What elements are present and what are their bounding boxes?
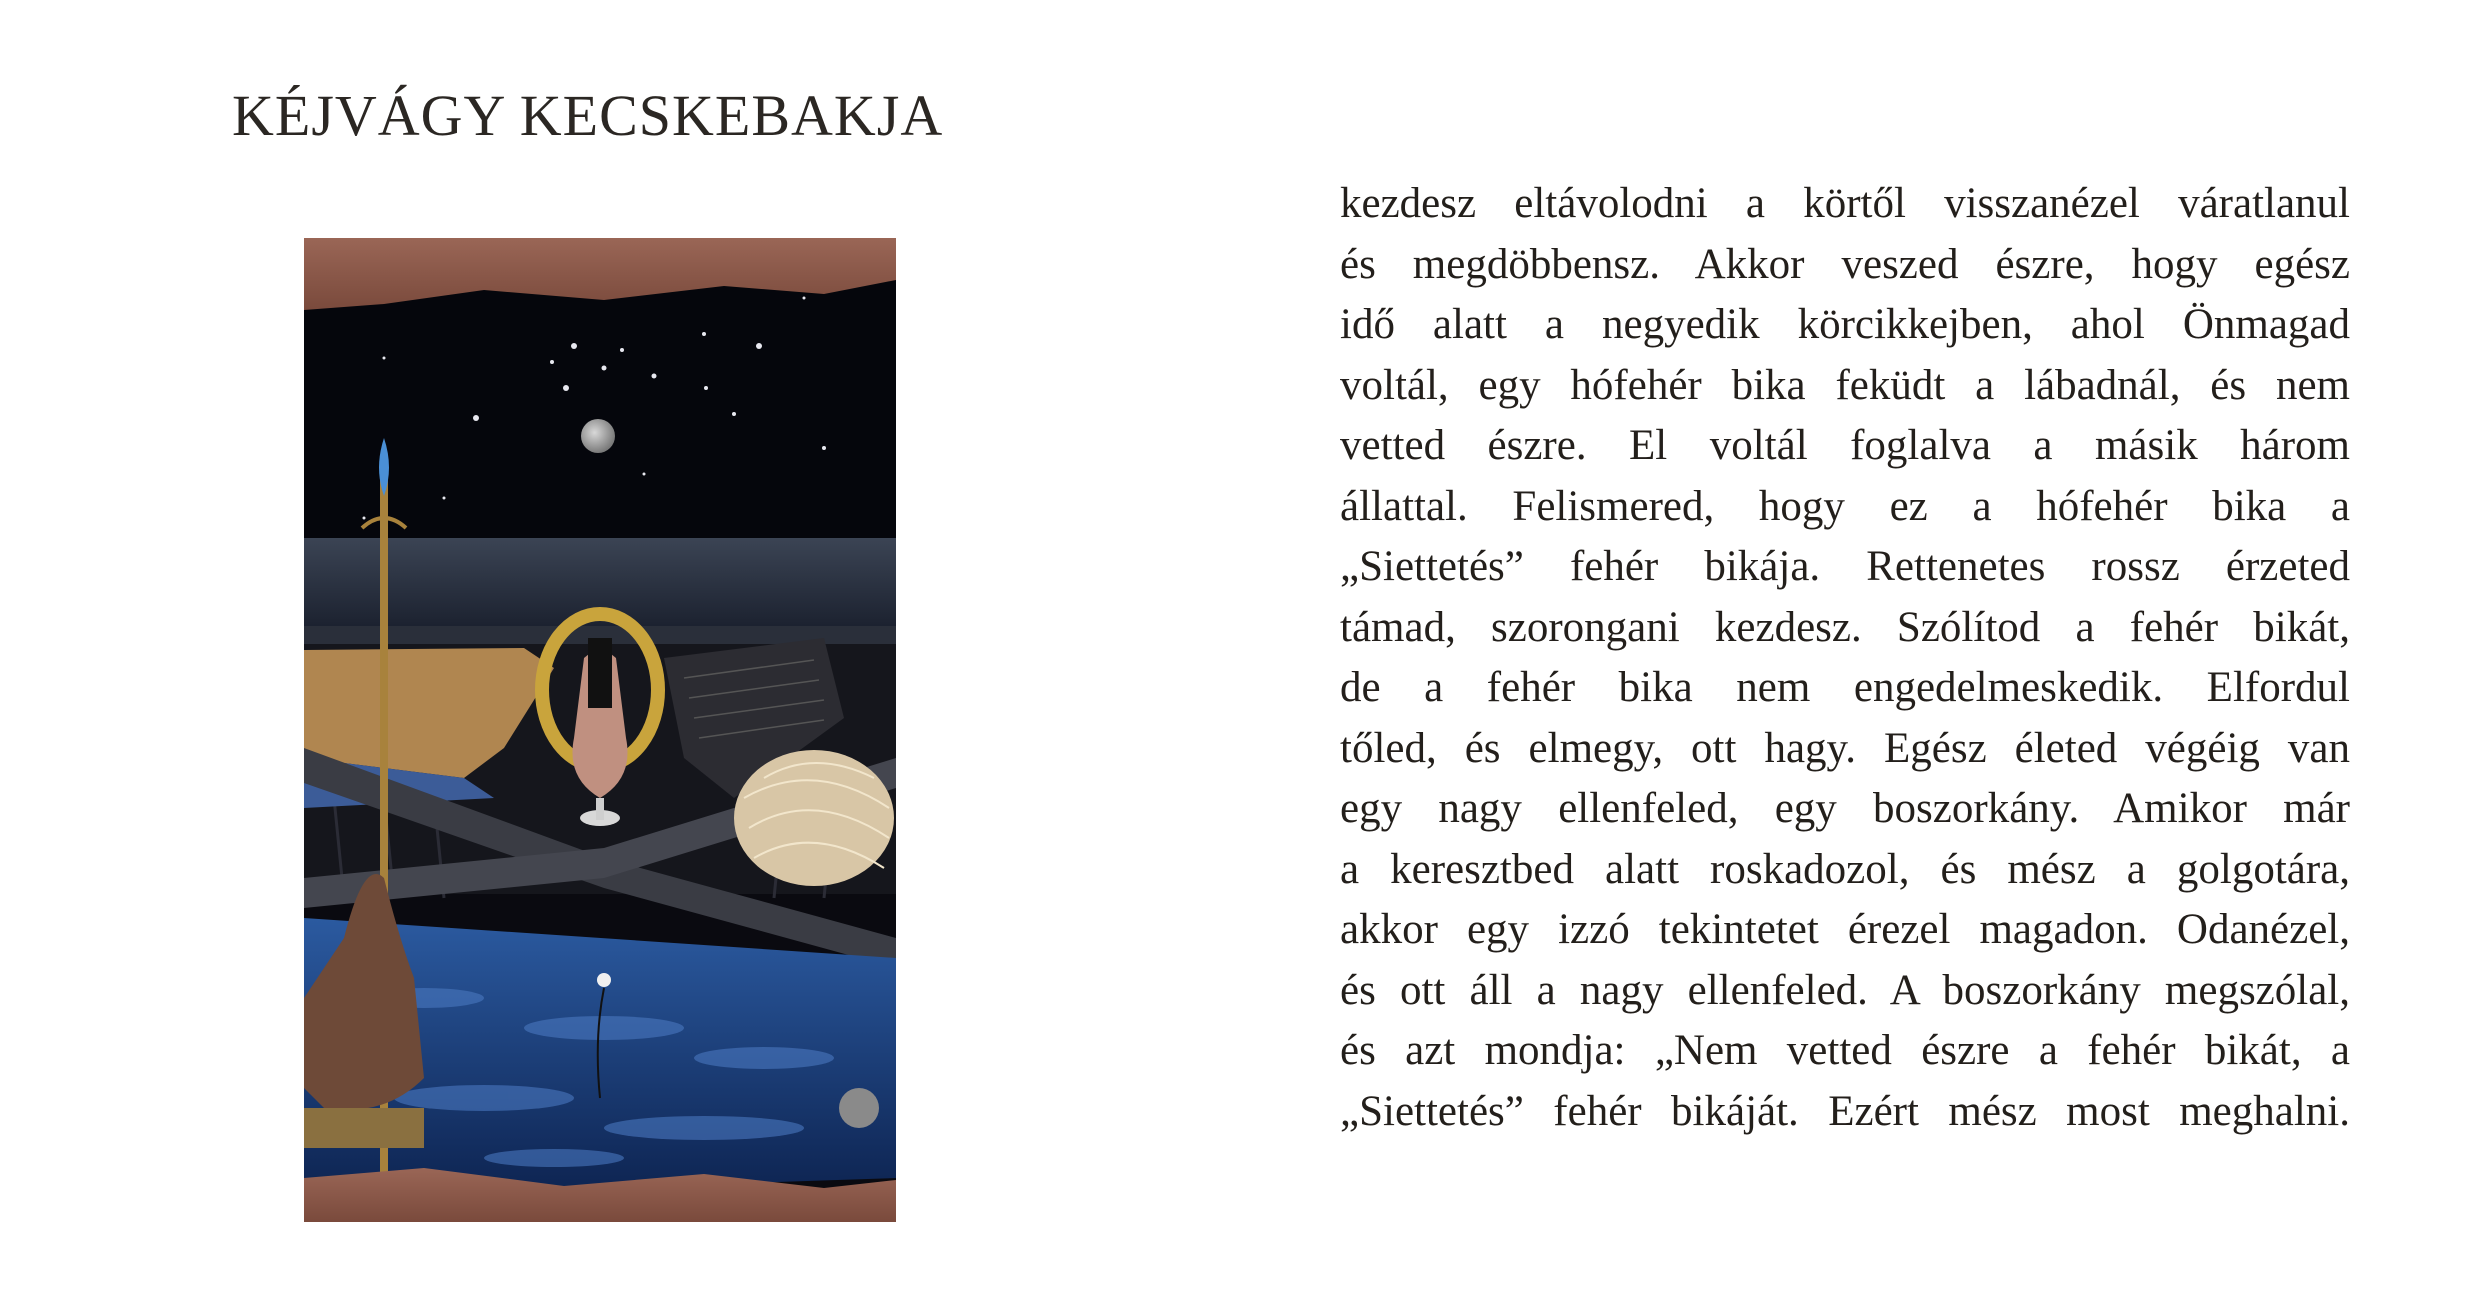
text-line: egy nagy ellenfeled, egy boszorkány. Amikor már [1340, 785, 2350, 832]
text-line: kezdesz eltávolodni a körtől visszanézel váratlanul [1340, 180, 2350, 227]
text-line: akkor egy izzó tekintetet érezel magadon. Odanézel, [1340, 906, 2350, 953]
text-line: támad, szorongani kezdesz. Szólítod a fehér bikát, [1340, 603, 2350, 651]
text-line: voltál, egy hófehér bika feküdt a lábadnál, és nem [1340, 361, 2350, 409]
body-text [1340, 174, 2350, 1142]
moon [581, 419, 615, 453]
text-line: tőled, és elmegy, ott hagy. Egész életed végéig van [1340, 724, 2350, 772]
text-line: és ott áll a nagy ellenfeled. A boszorkány megszólal, [1340, 966, 2350, 1014]
text-line: vetted észre. El voltál foglalva a másik három [1340, 422, 2350, 469]
text-line: és azt mondja: „Nem vetted észre a fehér bikát, a [1340, 1027, 2350, 1074]
text-line: a keresztbed alatt roskadozol, és mész a golgotára, [1340, 845, 2350, 893]
straw-bundle [734, 750, 894, 886]
text-line: de a fehér bika nem engedelmeskedik. Elfordul [1340, 664, 2350, 711]
page-title: KÉJVÁGY KECSKEBAKJA [232, 83, 944, 148]
text-line: „Siettetés” fehér bikáját. Ezért mész most meghalni. [1340, 1087, 2350, 1135]
collage-illustration-icon [304, 238, 896, 1222]
text-line: idő alatt a negyedik körcikkejben, ahol Önmagad [1340, 301, 2350, 348]
text-line: állattal. Felismered, hogy ez a hófehér bika a [1340, 482, 2350, 530]
text-line: „Siettetés” fehér bikája. Rettenetes rossz érzeted [1340, 543, 2350, 590]
text-line: és megdöbbensz. Akkor veszed észre, hogy egész [1340, 240, 2350, 288]
collage-illustration [304, 238, 896, 1222]
hand [304, 874, 424, 1110]
